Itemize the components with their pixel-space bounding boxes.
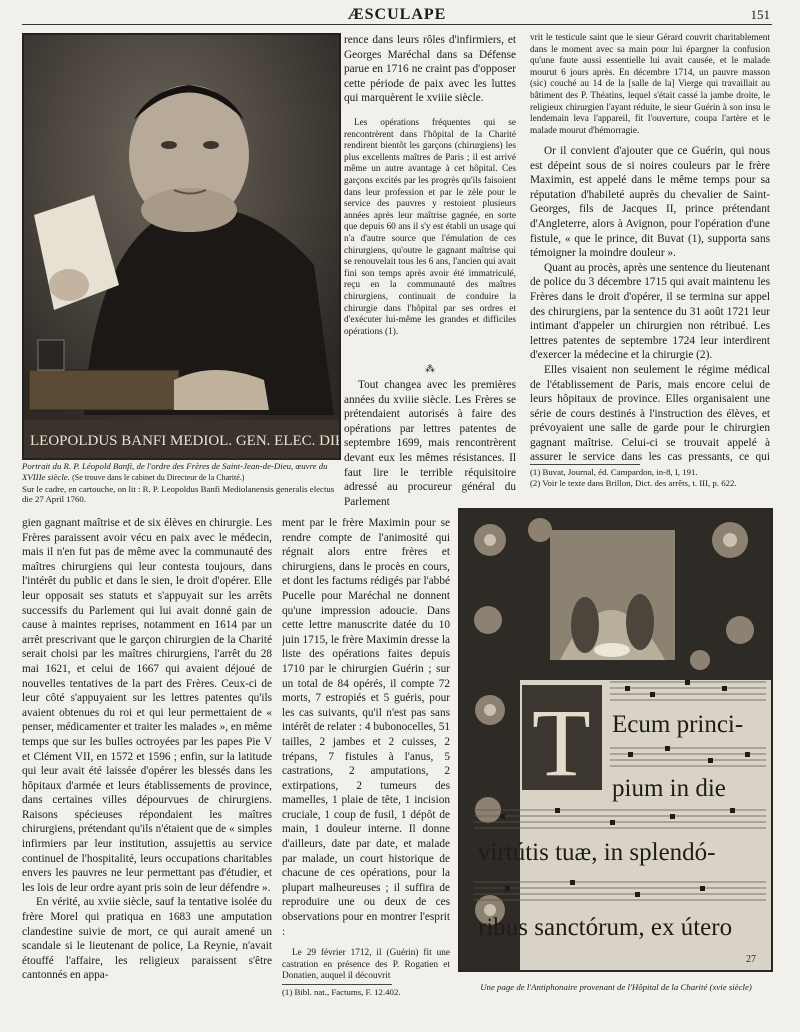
- col-b-quote-text: Les opérations fréquentes qui se rencontrèrent dans l'hôpital de la Charité rendirent bientôt les garçons (chirurgiens) les plus excellents maîtres de Paris ; il est arrivé même un autre avantage à cet hôpital. Ces garçons excités par les progrès qu'ils faisoient dans leur profession et par le zèle pour le service des pauvres y restoient plusieurs années après leur maîtrise gagnée, en sorte que depuis 60 ans il s'y est établi un usage qui n'a d'autre source que l'émulation de ces chirurgiens, qu'outre le gagnant maîtrise qui se renouvelait tous les 6 ans, l'ancien qui avait fini son temps après avoir été immatriculé, reçu en la communauté des maîtres chirurgiens, continuait de conduire la chirurgie dans l'hôpital par ses ordres et d'exécuter lui-même les grandes et difficiles opérations (1).: [344, 118, 516, 337]
- footnote-1: (1) Buvat, Journal, éd. Campardon, in-8, I, 191.: [530, 467, 698, 477]
- antiphonary-drawing: [460, 510, 771, 970]
- col-b2-body: [282, 516, 450, 946]
- portrait-caption: [22, 461, 338, 505]
- journal-title: ÆSCULAPE: [347, 6, 447, 23]
- col-a-paragraph-1: gien gagnant maîtrise et de six élèves en chirurgie. Les Frères paraissent avoir vécu en paix avec le médecin, mais il n'en fut pas de même avec la communauté des maîtres chirurgiens qui leur contesta toujours, dans l'intérêt du public et dans le sien, le droit d'opérer. Elle leur opposait ses statuts et s'appuyait sur les arrêts successifs du Parlement qui lui avait donné gain de cause à maintes reprises, notamment en 1614 par un arrêt prescrivant que le garçon chirurgien de la Charité serait choisi par les maîtres chirurgiens, l'arrêt du 28 mai 1621, et celui de 1667 qui avaient déjoué de nouvelles tentatives de la part des Frères. Ceux-ci de leur côté s'appuyaient sur les lettres patentes qu'ils avaient obtenues du roi et qui leur permettaient de « penser, médicamenter et traiter les malades », en même temps que sur les bulles octroyées par les papes Pie V et Clément VII, en 1572 et 1596 ; enfin, sur la latitude qui leur avait été laissée d'opérer les blessés dans les hôpitaux d'armée et leurs établissements de province, dans certaines villes dépourvues de chirurgiens. Raisons spécieuses répondaient les maîtres chirurgiens, prétendant qu'ils n'étaient que de « simples infirmiers par leur institution, assujettis au service continuel de l'hospitalité, leurs occupations charitables envers les pauvres ne leur permettant pas d'étudier, et les lois de leur ordre ayant pris soin de leur défendre ».: [22, 517, 272, 894]
- col-b-bottom: [344, 378, 516, 516]
- col-b-top: [344, 33, 516, 115]
- col-c-quote: [530, 33, 770, 141]
- svg-text:T: T: [532, 689, 591, 796]
- col-c-paragraph-3: Elles visaient non seulement le régime médical de l'établissement de Paris, mais encore celui de leurs hôpitaux de province. Elles organisaient une série de cours destinés à l'instruction des élèves, et prévoyaient une salle de garde pour le chirurgien gagnant maîtrise. Celui-ci se trouvait appelé à assurer le service dans les cas pressants, ce qui: [530, 363, 770, 462]
- chant-line-2: pium in die: [612, 775, 726, 802]
- section-ornament: ⁂: [425, 364, 435, 375]
- col-c-body: [530, 144, 770, 462]
- chant-line-3: virtútis tuæ, in splendó-: [478, 839, 716, 866]
- chant-line-4: ribus sanctórum, ex útero: [478, 914, 733, 941]
- chant-line-1: Ecum princi-: [612, 711, 744, 738]
- antiphonary-caption: Une page de l'Antiphonaire provenant de l'Hôpital de la Charité (xvie siècle): [480, 982, 752, 992]
- footnote-rule: [530, 464, 640, 465]
- portrait-banner: LEOPOLDUS BANFI MEDIOL. GEN. ELEC. DI: [30, 433, 335, 449]
- caption-note: (Se trouve dans le cabinet du Directeur de la Charité.): [72, 472, 245, 482]
- running-header: [22, 6, 772, 25]
- page-number: 151: [750, 7, 770, 22]
- chant-folio: 27: [746, 954, 756, 965]
- col-b-top-paragraph: rence dans leurs rôles d'infirmiers, et Georges Maréchal dans sa Défense parue en 1716 ne craint pas d'opposer cette période de paix avec les luttes qui marquèrent le xviiie siècle.: [344, 34, 516, 105]
- col-b2-paragraph: ment par le frère Maximin pour se rendre compte de l'animosité qui régnait alors entre frères et chirurgiens, dans le procès en cours, et dont les factums rédigés par l'abbé Pucelle pour Maréchal ne donnent qu'une impression adoucie. Dans cette lettre manuscrite datée du 10 juin 1715, le frère Maximin dresse la liste des opérations faites depuis 1710 par le chirurgien Guérin ; sur un total de 84 opérés, il compte 72 morts, 7 estropiés et 5 guéris, pour les cas suivants, qu'il n'est pas sans intérêt de relater : 4 bubonocelles, 51 tailles, 2 jambes et 2 cuisses, 2 trépans, 7 fistules à l'anus, 5 castrations, 2 amputations, 2 extirpations, 2 tumeurs des mamelles, 1 plaie de tête, 1 incision cruciale, 1 coup de fusil, 1 dépôt de main, 1 douleur interne. Il donne d'ailleurs, date par date, et malade par malade, un court historique de chacune de ces opérations, pour la plupart malheureuses ; il suffira de reproduire une ou deux de ces observations pour en montrer l'esprit :: [282, 517, 450, 938]
- antiphonary-image: [458, 508, 773, 972]
- portrait-drawing: [24, 35, 339, 458]
- col-a-body: [22, 516, 272, 1004]
- footnote-rule-b: [282, 984, 392, 985]
- col-a-paragraph-2: En vérité, au xviie siècle, sauf la tentative isolée du frère Morel qui pratiqua en 1683 une amputation clandestine suivie de mort, ce qui aurait amené un scandale si le lieutenant de police, La Reynie, n'avait étouffé l'affaire, les religieux paraissent s'être cantonnés en appa-: [22, 896, 272, 982]
- portrait-image: [22, 33, 341, 460]
- col-b-quote: [344, 118, 516, 362]
- col-c-footnotes: [530, 464, 770, 500]
- col-b2-quote: [282, 948, 450, 982]
- caption-text-2: Sur le cadre, en cartouche, on lit : R. P. Leopoldus Banfi Mediolanensis generalis electus die 27 April 1760.: [22, 483, 335, 505]
- footnote-2: (2) Voir le texte dans Brillon, Dict. des arrêts, t. III, p. 622.: [530, 478, 737, 488]
- col-c-paragraph-1: Or il convient d'ajouter que ce Guérin, qui nous est dépeint sous de si noires couleurs par le frère Maximin, est appelé dans le même temps pour sa réputation d'habileté auprès du chevalier de Saint-Georges, fils de Jacques II, prince prétendant d'Angleterre, alors à Avignon, pour l'opération d'une fistule, « que le prince, dit Buvat (1), supporta sans témoigner la moindre douleur ».: [530, 145, 770, 260]
- col-b2-footnote: [282, 984, 450, 1004]
- col-c-quote-text: vrit le testicule saint que le sieur Gérard couvrit charitablement dans le moment avec sa main pour lui épargner la confusion qu'une faute aussi essentielle lui avait causée, et le malade mourut 6 jours après. En décembre 1714, un pauvre masson (sic) couché au 14 de la [salle de la] Vierge qui travaillait au bâtiment des P. Théatins, lequel s'était cassé la jambe droite, le religieux chirurgien l'ayant réduite, le sieur Guérin à son insu le lendemain leva l'appareil, fit l'ouverture, coupa l'artère et le malade mourut d'hémorragie.: [530, 33, 770, 136]
- footnote-b2: (1) Bibl. nat., Factums, F. 12.402.: [282, 987, 401, 997]
- col-b2-quote-text: Le 29 février 1712, il (Guérin) fit une castration en présence des P. Rogatien et Donatien, auquel il découvrit: [282, 948, 450, 982]
- caption-text-1: Portrait du R. P. Léopold Banfi, de l'ordre des Frères de Saint-Jean-de-Dieu, œuvre du XVIIIe siècle.: [22, 461, 328, 482]
- col-c-paragraph-2: Quant au procès, après une sentence du lieutenant de police du 3 décembre 1715 qui avait maintenu les Frères dans le droit d'opérer, il se termina sur appel des chirurgiens, par la sentence du 31 août 1721 leur intimant d'appeler un chirurgien non rétribué. Les lettres patentes de septembre 1724 leur interdirent d'exercer la médecine et la chirurgie (2).: [530, 261, 770, 362]
- col-b-bottom-paragraph: Tout changea avec les premières années du xviiie siècle. Les Frères se prétendaient autorisés à faire des opérations par lettres patentes de septembre 1699, mais rencontrèrent devant eux les mêmes résistances. Il faut lire le terrible réquisitoire adressé au procureur général du Parlement: [344, 379, 516, 508]
